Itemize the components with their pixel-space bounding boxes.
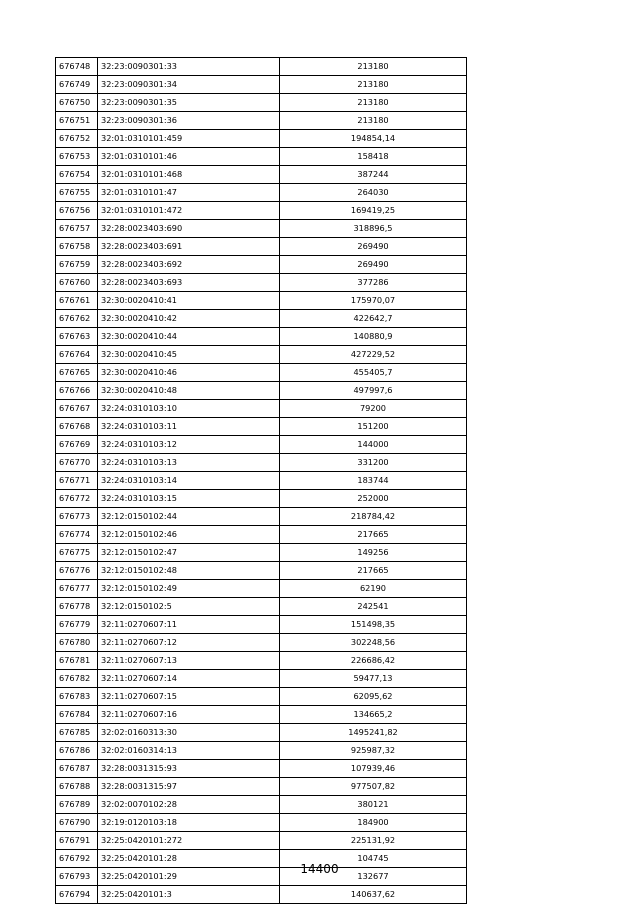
value-cell: 140880,9	[280, 328, 467, 346]
table-row	[56, 202, 467, 220]
cadastral-number-cell: 32:24:0310103:15	[98, 490, 280, 508]
cadastral-number-cell: 32:28:0031315:97	[98, 778, 280, 796]
cadastral-number-cell: 32:11:0270607:16	[98, 706, 280, 724]
table-row	[56, 112, 467, 130]
table-row	[56, 796, 467, 814]
table-row	[56, 166, 467, 184]
row-id-cell: 676779	[56, 616, 98, 634]
value-cell: 269490	[280, 238, 467, 256]
value-cell: 427229,52	[280, 346, 467, 364]
cadastral-number-cell: 32:11:0270607:13	[98, 652, 280, 670]
cadastral-number-cell: 32:12:0150102:46	[98, 526, 280, 544]
table-row	[56, 364, 467, 382]
table-row	[56, 634, 467, 652]
row-id-cell: 676776	[56, 562, 98, 580]
row-id-cell: 676784	[56, 706, 98, 724]
table-row	[56, 778, 467, 796]
row-id-cell: 676751	[56, 112, 98, 130]
cadastral-number-cell: 32:23:0090301:36	[98, 112, 280, 130]
row-id-cell: 676770	[56, 454, 98, 472]
cadastral-number-cell: 32:24:0310103:10	[98, 400, 280, 418]
row-id-cell: 676788	[56, 778, 98, 796]
cadastral-number-cell: 32:30:0020410:44	[98, 328, 280, 346]
row-id-cell: 676754	[56, 166, 98, 184]
table-row	[56, 292, 467, 310]
table-row	[56, 382, 467, 400]
row-id-cell: 676785	[56, 724, 98, 742]
cadastral-number-cell: 32:12:0150102:48	[98, 562, 280, 580]
cadastral-number-cell: 32:30:0020410:46	[98, 364, 280, 382]
value-cell: 252000	[280, 490, 467, 508]
cadastral-number-cell: 32:01:0310101:47	[98, 184, 280, 202]
cadastral-number-cell: 32:24:0310103:12	[98, 436, 280, 454]
row-id-cell: 676755	[56, 184, 98, 202]
table-row	[56, 580, 467, 598]
row-id-cell: 676757	[56, 220, 98, 238]
row-id-cell: 676759	[56, 256, 98, 274]
cadastral-number-cell: 32:28:0023403:693	[98, 274, 280, 292]
cadastral-number-cell: 32:23:0090301:34	[98, 76, 280, 94]
row-id-cell: 676771	[56, 472, 98, 490]
data-table	[55, 57, 467, 904]
cadastral-number-cell: 32:25:0420101:28	[98, 850, 280, 868]
table-row	[56, 346, 467, 364]
value-cell: 79200	[280, 400, 467, 418]
table-row	[56, 670, 467, 688]
value-cell: 225131,92	[280, 832, 467, 850]
page-number: 14400	[300, 862, 339, 876]
row-id-cell: 676782	[56, 670, 98, 688]
cadastral-number-cell: 32:12:0150102:5	[98, 598, 280, 616]
row-id-cell: 676753	[56, 148, 98, 166]
cadastral-number-cell: 32:02:0070102:28	[98, 796, 280, 814]
table-row	[56, 400, 467, 418]
row-id-cell: 676794	[56, 886, 98, 904]
cadastral-number-cell: 32:23:0090301:33	[98, 58, 280, 76]
row-id-cell: 676765	[56, 364, 98, 382]
cadastral-number-cell: 32:01:0310101:468	[98, 166, 280, 184]
row-id-cell: 676772	[56, 490, 98, 508]
value-cell: 497997,6	[280, 382, 467, 400]
value-cell: 242541	[280, 598, 467, 616]
cadastral-number-cell: 32:28:0023403:692	[98, 256, 280, 274]
table-row	[56, 832, 467, 850]
row-id-cell: 676763	[56, 328, 98, 346]
table-row	[56, 472, 467, 490]
row-id-cell: 676777	[56, 580, 98, 598]
table-row	[56, 238, 467, 256]
cadastral-number-cell: 32:28:0023403:691	[98, 238, 280, 256]
value-cell: 455405,7	[280, 364, 467, 382]
value-cell: 151498,35	[280, 616, 467, 634]
cadastral-number-cell: 32:23:0090301:35	[98, 94, 280, 112]
value-cell: 213180	[280, 112, 467, 130]
table-row	[56, 76, 467, 94]
value-cell: 302248,56	[280, 634, 467, 652]
value-cell: 144000	[280, 436, 467, 454]
row-id-cell: 676780	[56, 634, 98, 652]
row-id-cell: 676756	[56, 202, 98, 220]
table-row	[56, 508, 467, 526]
value-cell: 132677	[280, 868, 467, 886]
value-cell: 169419,25	[280, 202, 467, 220]
value-cell: 213180	[280, 58, 467, 76]
value-cell: 380121	[280, 796, 467, 814]
value-cell: 59477,13	[280, 670, 467, 688]
table-row	[56, 418, 467, 436]
value-cell: 194854,14	[280, 130, 467, 148]
table-row	[56, 706, 467, 724]
value-cell: 175970,07	[280, 292, 467, 310]
row-id-cell: 676787	[56, 760, 98, 778]
table-row	[56, 886, 467, 904]
row-id-cell: 676793	[56, 868, 98, 886]
value-cell: 104745	[280, 850, 467, 868]
value-cell: 977507,82	[280, 778, 467, 796]
value-cell: 213180	[280, 76, 467, 94]
cadastral-number-cell: 32:25:0420101:29	[98, 868, 280, 886]
value-cell: 62095,62	[280, 688, 467, 706]
row-id-cell: 676773	[56, 508, 98, 526]
value-cell: 62190	[280, 580, 467, 598]
row-id-cell: 676760	[56, 274, 98, 292]
value-cell: 422642,7	[280, 310, 467, 328]
row-id-cell: 676750	[56, 94, 98, 112]
cadastral-number-cell: 32:25:0420101:272	[98, 832, 280, 850]
cadastral-number-cell: 32:30:0020410:45	[98, 346, 280, 364]
cadastral-number-cell: 32:01:0310101:46	[98, 148, 280, 166]
value-cell: 213180	[280, 94, 467, 112]
table-row	[56, 310, 467, 328]
value-cell: 377286	[280, 274, 467, 292]
value-cell: 218784,42	[280, 508, 467, 526]
cadastral-number-cell: 32:30:0020410:41	[98, 292, 280, 310]
cadastral-number-cell: 32:02:0160314:13	[98, 742, 280, 760]
row-id-cell: 676778	[56, 598, 98, 616]
table-row	[56, 454, 467, 472]
cadastral-number-cell: 32:28:0023403:690	[98, 220, 280, 238]
value-cell: 217665	[280, 526, 467, 544]
value-cell: 1495241,82	[280, 724, 467, 742]
value-cell: 226686,42	[280, 652, 467, 670]
table-row	[56, 94, 467, 112]
cadastral-number-cell: 32:02:0160313:30	[98, 724, 280, 742]
cadastral-number-cell: 32:25:0420101:3	[98, 886, 280, 904]
cadastral-number-cell: 32:19:0120103:18	[98, 814, 280, 832]
table-row	[56, 652, 467, 670]
row-id-cell: 676781	[56, 652, 98, 670]
table-row	[56, 148, 467, 166]
table-row	[56, 436, 467, 454]
row-id-cell: 676769	[56, 436, 98, 454]
value-cell: 925987,32	[280, 742, 467, 760]
row-id-cell: 676748	[56, 58, 98, 76]
cadastral-number-cell: 32:28:0031315:93	[98, 760, 280, 778]
cadastral-number-cell: 32:11:0270607:14	[98, 670, 280, 688]
row-id-cell: 676791	[56, 832, 98, 850]
table-row	[56, 490, 467, 508]
table-row	[56, 256, 467, 274]
value-cell: 140637,62	[280, 886, 467, 904]
value-cell: 387244	[280, 166, 467, 184]
table-row	[56, 58, 467, 76]
row-id-cell: 676768	[56, 418, 98, 436]
value-cell: 264030	[280, 184, 467, 202]
value-cell: 183744	[280, 472, 467, 490]
table-row	[56, 544, 467, 562]
table-row	[56, 598, 467, 616]
cadastral-number-cell: 32:24:0310103:14	[98, 472, 280, 490]
row-id-cell: 676766	[56, 382, 98, 400]
value-cell: 269490	[280, 256, 467, 274]
row-id-cell: 676762	[56, 310, 98, 328]
row-id-cell: 676764	[56, 346, 98, 364]
cadastral-number-cell: 32:12:0150102:47	[98, 544, 280, 562]
value-cell: 217665	[280, 562, 467, 580]
value-cell: 134665,2	[280, 706, 467, 724]
value-cell: 107939,46	[280, 760, 467, 778]
table-row	[56, 742, 467, 760]
cadastral-number-cell: 32:30:0020410:42	[98, 310, 280, 328]
table-row	[56, 526, 467, 544]
value-cell: 149256	[280, 544, 467, 562]
cadastral-number-cell: 32:12:0150102:44	[98, 508, 280, 526]
row-id-cell: 676786	[56, 742, 98, 760]
row-id-cell: 676761	[56, 292, 98, 310]
table-row	[56, 328, 467, 346]
row-id-cell: 676767	[56, 400, 98, 418]
row-id-cell: 676789	[56, 796, 98, 814]
table-row	[56, 274, 467, 292]
cadastral-number-cell: 32:24:0310103:13	[98, 454, 280, 472]
cadastral-number-cell: 32:30:0020410:48	[98, 382, 280, 400]
cadastral-number-cell: 32:01:0310101:472	[98, 202, 280, 220]
cadastral-number-cell: 32:24:0310103:11	[98, 418, 280, 436]
cadastral-number-cell: 32:01:0310101:459	[98, 130, 280, 148]
table-row	[56, 562, 467, 580]
table-row	[56, 130, 467, 148]
cadastral-number-cell: 32:11:0270607:15	[98, 688, 280, 706]
row-id-cell: 676749	[56, 76, 98, 94]
row-id-cell: 676790	[56, 814, 98, 832]
table-row	[56, 184, 467, 202]
table-row	[56, 688, 467, 706]
row-id-cell: 676774	[56, 526, 98, 544]
row-id-cell: 676783	[56, 688, 98, 706]
row-id-cell: 676792	[56, 850, 98, 868]
row-id-cell: 676752	[56, 130, 98, 148]
table-row	[56, 814, 467, 832]
value-cell: 331200	[280, 454, 467, 472]
cadastral-number-cell: 32:12:0150102:49	[98, 580, 280, 598]
table-row	[56, 616, 467, 634]
cadastral-number-cell: 32:11:0270607:12	[98, 634, 280, 652]
value-cell: 184900	[280, 814, 467, 832]
row-id-cell: 676758	[56, 238, 98, 256]
value-cell: 158418	[280, 148, 467, 166]
row-id-cell: 676775	[56, 544, 98, 562]
cadastral-number-cell: 32:11:0270607:11	[98, 616, 280, 634]
table-body	[56, 58, 467, 904]
value-cell: 318896,5	[280, 220, 467, 238]
table-row	[56, 220, 467, 238]
table-row	[56, 760, 467, 778]
value-cell: 151200	[280, 418, 467, 436]
table-row	[56, 724, 467, 742]
